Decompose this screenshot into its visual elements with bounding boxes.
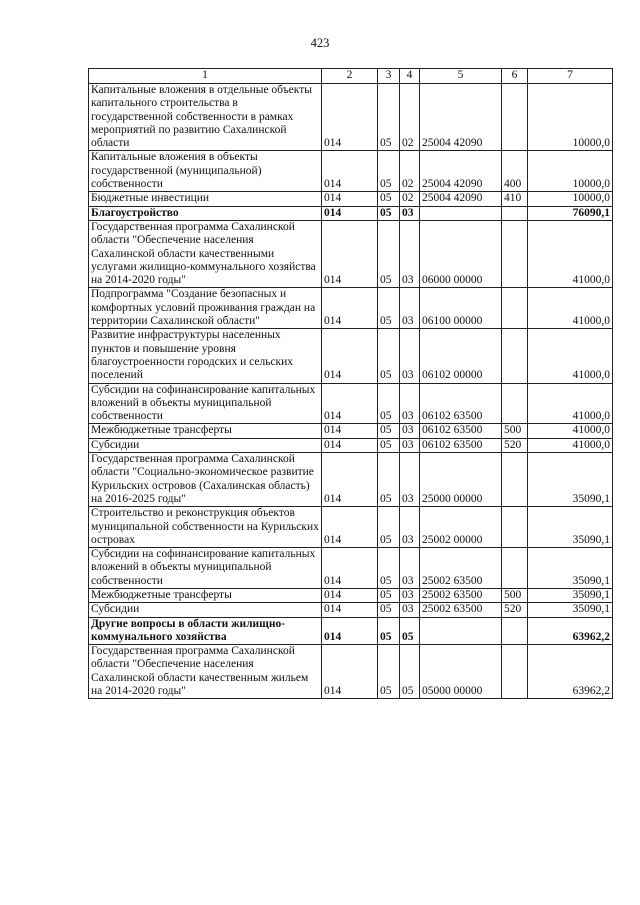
- section-code: 05: [378, 424, 400, 438]
- expense-type-code: [502, 645, 528, 699]
- ministry-code: 014: [322, 383, 378, 424]
- amount: 63962,2: [528, 617, 613, 645]
- item-name: Межбюджетные трансферты: [89, 424, 322, 438]
- expense-type-code: [502, 329, 528, 383]
- section-code: 05: [378, 329, 400, 383]
- ministry-code: 014: [322, 507, 378, 548]
- item-name: Субсидии: [89, 438, 322, 452]
- target-article-code: 25004 42090: [420, 151, 502, 192]
- section-code: 05: [378, 453, 400, 507]
- subsection-code: 03: [400, 453, 420, 507]
- expense-type-code: [502, 84, 528, 151]
- target-article-code: 06102 63500: [420, 438, 502, 452]
- table-row: [89, 588, 613, 602]
- table-row: [89, 151, 613, 192]
- amount: 41000,0: [528, 288, 613, 329]
- subsection-code: 05: [400, 617, 420, 645]
- subsection-code: 03: [400, 288, 420, 329]
- ministry-code: 014: [322, 438, 378, 452]
- table-row: [89, 438, 613, 452]
- table-row: [89, 84, 613, 151]
- item-name: Межбюджетные трансферты: [89, 588, 322, 602]
- subsection-code: 03: [400, 548, 420, 589]
- section-code: 05: [378, 645, 400, 699]
- amount: 41000,0: [528, 220, 613, 287]
- ministry-code: 014: [322, 645, 378, 699]
- expense-type-code: 410: [502, 192, 528, 206]
- item-name: Субсидии: [89, 603, 322, 617]
- table-row: [89, 453, 613, 507]
- item-name: Субсидии на софинансирование капитальных вложений в объекты муниципальной собственности: [89, 383, 322, 424]
- header-cell: 4: [400, 69, 420, 84]
- item-name: Развитие инфраструктуры населенных пунктов и повышение уровня благоустроенности городских и сельских поселений: [89, 329, 322, 383]
- section-code: 05: [378, 151, 400, 192]
- item-name: Подпрограмма "Создание безопасных и комфортных условий проживания граждан на территории Сахалинской области": [89, 288, 322, 329]
- section-code: 05: [378, 383, 400, 424]
- section-code: 05: [378, 192, 400, 206]
- expense-type-code: [502, 220, 528, 287]
- table-row: [89, 220, 613, 287]
- table-row: [89, 192, 613, 206]
- ministry-code: 014: [322, 424, 378, 438]
- expense-type-code: 520: [502, 438, 528, 452]
- amount: 63962,2: [528, 645, 613, 699]
- target-article-code: [420, 206, 502, 220]
- amount: 76090,1: [528, 206, 613, 220]
- section-code: 05: [378, 206, 400, 220]
- item-name: Другие вопросы в области жилищно-коммунального хозяйства: [89, 617, 322, 645]
- table-row: [89, 548, 613, 589]
- amount: 35090,1: [528, 507, 613, 548]
- section-code: 05: [378, 288, 400, 329]
- table-row: [89, 617, 613, 645]
- ministry-code: 014: [322, 84, 378, 151]
- subsection-code: 03: [400, 603, 420, 617]
- target-article-code: 06102 00000: [420, 329, 502, 383]
- header-cell: 3: [378, 69, 400, 84]
- ministry-code: 014: [322, 288, 378, 329]
- amount: 35090,1: [528, 588, 613, 602]
- subsection-code: 03: [400, 438, 420, 452]
- expense-type-code: [502, 617, 528, 645]
- amount: 10000,0: [528, 151, 613, 192]
- item-name: Благоустройство: [89, 206, 322, 220]
- expense-type-code: 400: [502, 151, 528, 192]
- section-code: 05: [378, 588, 400, 602]
- item-name: Государственная программа Сахалинской области "Обеспечение населения Сахалинской области качественными услугами жилищно-коммунального хозяйства на 2014-2020 годы": [89, 220, 322, 287]
- amount: 10000,0: [528, 84, 613, 151]
- section-code: 05: [378, 438, 400, 452]
- expense-type-code: 520: [502, 603, 528, 617]
- table-row: [89, 603, 613, 617]
- ministry-code: 014: [322, 192, 378, 206]
- target-article-code: 25002 00000: [420, 507, 502, 548]
- target-article-code: 25002 63500: [420, 548, 502, 589]
- ministry-code: 014: [322, 329, 378, 383]
- subsection-code: 03: [400, 220, 420, 287]
- target-article-code: 25000 00000: [420, 453, 502, 507]
- subsection-code: 02: [400, 151, 420, 192]
- expense-type-code: 500: [502, 424, 528, 438]
- header-cell: 1: [89, 69, 322, 84]
- expense-type-code: [502, 548, 528, 589]
- amount: 10000,0: [528, 192, 613, 206]
- table-row: [89, 288, 613, 329]
- ministry-code: 014: [322, 588, 378, 602]
- subsection-code: 03: [400, 588, 420, 602]
- subsection-code: 03: [400, 424, 420, 438]
- target-article-code: 06100 00000: [420, 288, 502, 329]
- amount: 35090,1: [528, 548, 613, 589]
- amount: 41000,0: [528, 329, 613, 383]
- target-article-code: [420, 617, 502, 645]
- subsection-code: 02: [400, 84, 420, 151]
- section-code: 05: [378, 548, 400, 589]
- amount: 41000,0: [528, 383, 613, 424]
- item-name: Капитальные вложения в отдельные объекты капитального строительства в государственной собственности в рамках мероприятий по развитию Сахалинской области: [89, 84, 322, 151]
- table-row: [89, 507, 613, 548]
- header-cell: 5: [420, 69, 502, 84]
- table-row: [89, 383, 613, 424]
- item-name: Государственная программа Сахалинской области "Обеспечение населения Сахалинской области качественным жильем на 2014-2020 годы": [89, 645, 322, 699]
- ministry-code: 014: [322, 453, 378, 507]
- table-row: [89, 645, 613, 699]
- table-row: [89, 424, 613, 438]
- target-article-code: 06102 63500: [420, 383, 502, 424]
- target-article-code: 25002 63500: [420, 588, 502, 602]
- amount: 41000,0: [528, 438, 613, 452]
- subsection-code: 03: [400, 329, 420, 383]
- expense-type-code: [502, 288, 528, 329]
- target-article-code: 25004 42090: [420, 192, 502, 206]
- item-name: Капитальные вложения в объекты государственной (муниципальной) собственности: [89, 151, 322, 192]
- ministry-code: 014: [322, 617, 378, 645]
- target-article-code: 06102 63500: [420, 424, 502, 438]
- section-code: 05: [378, 617, 400, 645]
- subsection-code: 03: [400, 507, 420, 548]
- item-name: Субсидии на софинансирование капитальных вложений в объекты муниципальной собственности: [89, 548, 322, 589]
- budget-table: [88, 68, 613, 699]
- expense-type-code: [502, 383, 528, 424]
- expense-type-code: [502, 453, 528, 507]
- header-row: [89, 69, 613, 84]
- target-article-code: 25002 63500: [420, 603, 502, 617]
- expense-type-code: [502, 507, 528, 548]
- target-article-code: 05000 00000: [420, 645, 502, 699]
- amount: 35090,1: [528, 603, 613, 617]
- ministry-code: 014: [322, 603, 378, 617]
- subsection-code: 05: [400, 645, 420, 699]
- ministry-code: 014: [322, 151, 378, 192]
- ministry-code: 014: [322, 220, 378, 287]
- ministry-code: 014: [322, 548, 378, 589]
- header-cell: 6: [502, 69, 528, 84]
- subsection-code: 03: [400, 206, 420, 220]
- subsection-code: 03: [400, 383, 420, 424]
- expense-type-code: [502, 206, 528, 220]
- ministry-code: 014: [322, 206, 378, 220]
- header-cell: 2: [322, 69, 378, 84]
- table-row: [89, 329, 613, 383]
- target-article-code: 25004 42090: [420, 84, 502, 151]
- section-code: 05: [378, 603, 400, 617]
- item-name: Бюджетные инвестиции: [89, 192, 322, 206]
- header-cell: 7: [528, 69, 613, 84]
- item-name: Строительство и реконструкция объектов муниципальной собственности на Курильских островах: [89, 507, 322, 548]
- item-name: Государственная программа Сахалинской области "Социально-экономическое развитие Курильских островов (Сахалинская область) на 2016-2025 годы": [89, 453, 322, 507]
- page-number: 423: [310, 36, 330, 50]
- amount: 41000,0: [528, 424, 613, 438]
- subsection-code: 02: [400, 192, 420, 206]
- target-article-code: 06000 00000: [420, 220, 502, 287]
- section-code: 05: [378, 84, 400, 151]
- expense-type-code: 500: [502, 588, 528, 602]
- amount: 35090,1: [528, 453, 613, 507]
- section-code: 05: [378, 220, 400, 287]
- table-row: [89, 206, 613, 220]
- section-code: 05: [378, 507, 400, 548]
